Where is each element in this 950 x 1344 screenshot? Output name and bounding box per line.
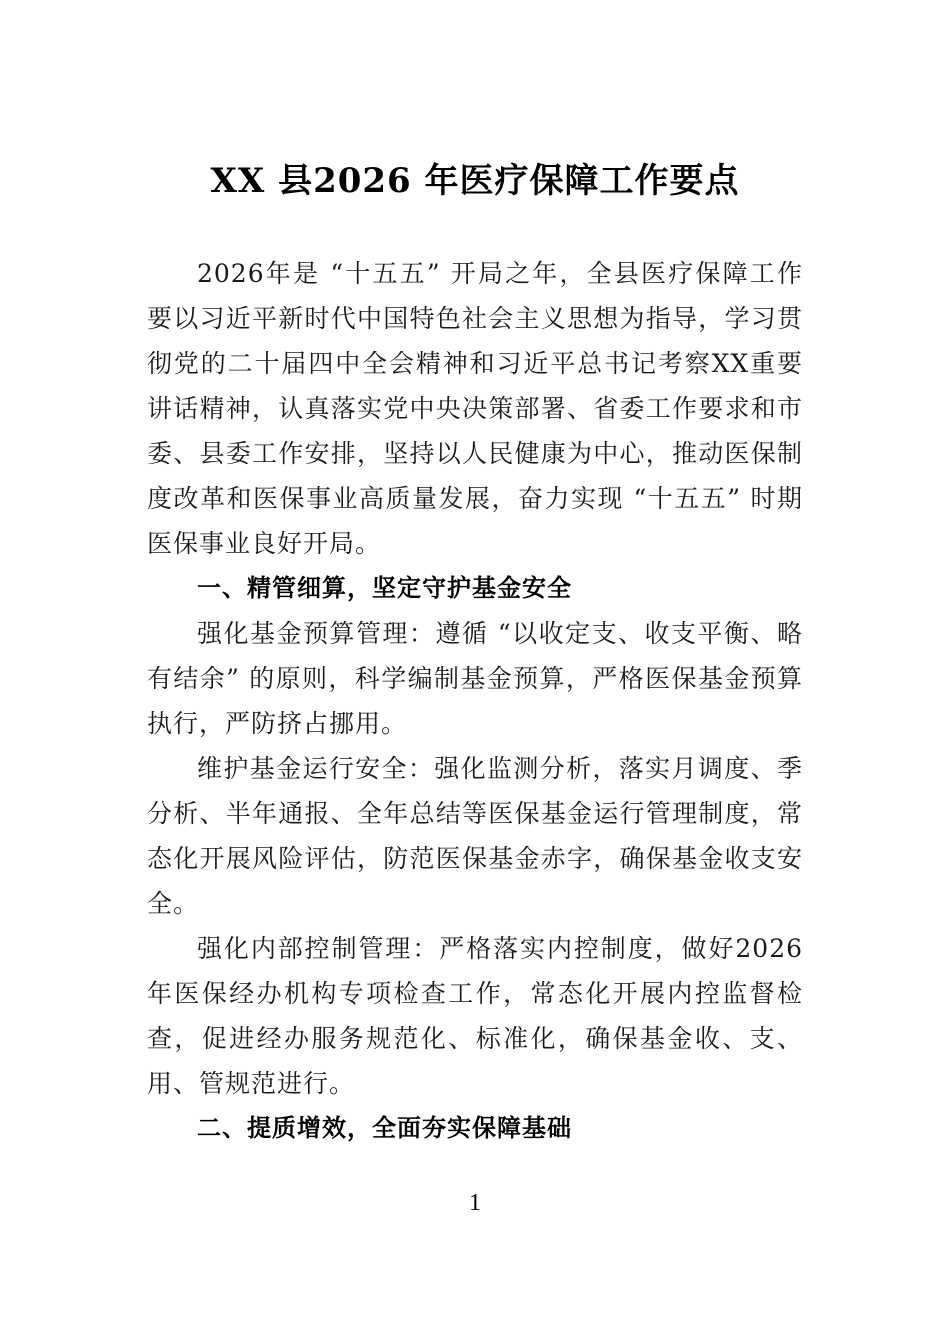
paragraph-budget-management: 强化基金预算管理：遵循 “以收定支、收支平衡、略有结余” 的原则，科学编制基金预算，严格医保基金预算执行，严防挤占挪用。 — [147, 619, 803, 738]
document-body — [147, 251, 803, 1151]
page-number: 1 — [469, 1190, 481, 1216]
paragraph-internal-control: 强化内部控制管理：严格落实内控制度，做好2026年医保经办机构专项检查工作，常态化开展内控监督检查，促进经办服务规范化、标准化，确保基金收、支、用、管规范进行。 — [147, 934, 803, 1098]
section-heading-1: 一、精管细算，坚定守护基金安全 — [197, 574, 572, 602]
paragraph-fund-safety: 维护基金运行安全：强化监测分析，落实月调度、季分析、半年通报、全年总结等医保基金运行管理制度，常态化开展风险评估，防范医保基金赤字，确保基金收支安全。 — [147, 754, 803, 918]
section-heading-2: 二、提质增效，全面夯实保障基础 — [197, 1114, 572, 1142]
document-title: XX 县2026 年医疗保障工作要点 — [210, 161, 740, 201]
intro-paragraph: 2026年是 “十五五” 开局之年，全县医疗保障工作要以习近平新时代中国特色社会主义思想为指导，学习贯彻党的二十届四中全会精神和习近平总书记考察XX重要讲话精神，认真落实党中央决策部署、省委工作要求和市委、县委工作安排，坚持以人民健康为中心，推动医保制度改革和医保事业高质量发展，奋力实现 “十五五” 时期医保事业良好开局。 — [147, 259, 803, 558]
